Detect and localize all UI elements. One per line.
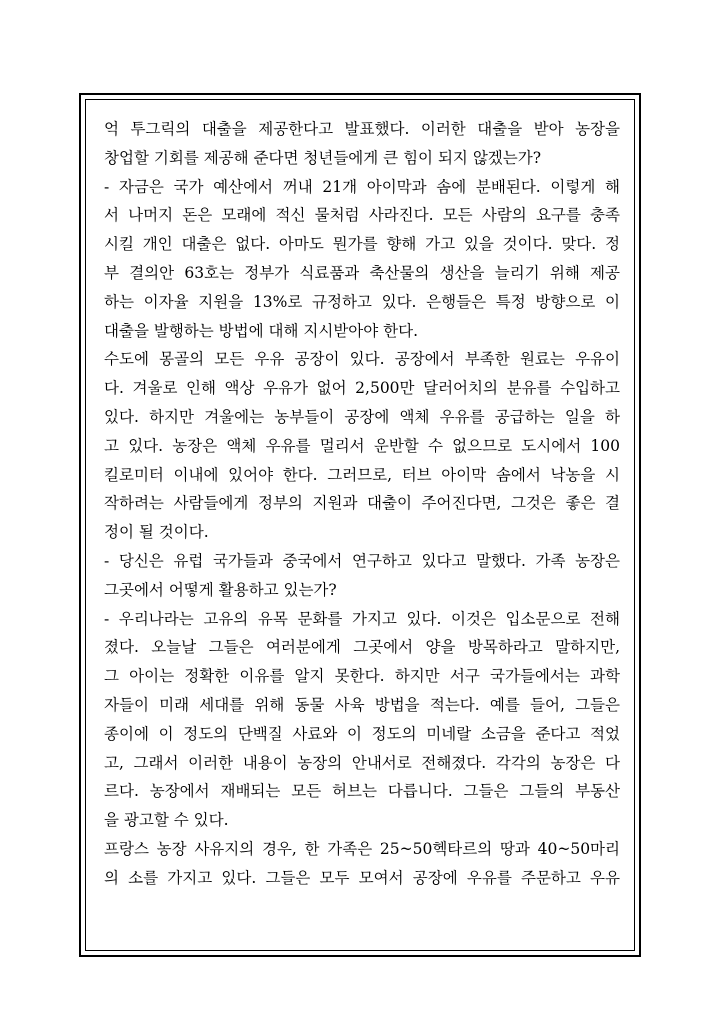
text-line: 대출을 발행하는 방법에 대해 지시받아야 한다. (104, 321, 419, 340)
text-line: 억 투그릭의 대출을 제공한다고 발표했다. 이러한 대출을 받아 농장을 (104, 120, 620, 138)
text-line: 그곳에서 어떻게 활용하고 있는가? (104, 580, 337, 599)
text-line: 있다. 하지만 겨울에는 농부들이 공장에 액체 우유를 공급하는 일을 하 (104, 407, 620, 426)
text-line: 킬로미터 이내에 있어야 한다. 그러므로, 터브 아이막 솜에서 낙농을 시 (104, 465, 620, 484)
text-line: 창업할 기회를 제공해 준다면 청년들에게 큰 힘이 되지 않겠는가? (104, 148, 542, 167)
text-line: 르다. 농장에서 재배되는 모든 허브는 다릅니다. 그들은 그들의 부동산 (104, 782, 620, 801)
text-line: 시킬 개인 대출은 없다. 아마도 뭔가를 향해 가고 있을 것이다. 맞다. 정 (104, 235, 620, 254)
text-line: 정이 될 것이다. (104, 523, 209, 542)
document-body (104, 115, 620, 893)
text-line: 작하려는 사람들에게 정부의 지원과 대출이 주어진다면, 그것은 좋은 결 (104, 494, 620, 513)
text-line: - 우리나라는 고유의 유목 문화를 가지고 있다. 이것은 입소문으로 전해 (104, 609, 620, 628)
text-line: 프랑스 농장 사유지의 경우, 한 가족은 25~50헥타르의 땅과 40~50마리 (104, 839, 620, 858)
text-line: 고 있다. 농장은 액체 우유를 멀리서 운반할 수 없으므로 도시에서 100 (104, 436, 620, 455)
text-line: 졌다. 오늘날 그들은 여러분에게 그곳에서 양을 방목하라고 말하지만, (104, 638, 620, 657)
text-line: - 당신은 유럽 국가들과 중국에서 연구하고 있다고 말했다. 가족 농장은 (104, 551, 620, 570)
text-line: 을 광고할 수 있다. (104, 811, 229, 830)
text-line: 그 아이는 정확한 이유를 알지 못한다. 하지만 서구 국가들에서는 과학 (104, 667, 620, 686)
text-line: - 자금은 국가 예산에서 꺼내 21개 아이막과 솜에 분배된다. 이렇게 해 (104, 177, 620, 196)
text-line: 종이에 이 정도의 단백질 사료와 이 정도의 미네랄 소금을 준다고 적었 (104, 724, 620, 743)
text-line: 수도에 몽골의 모든 우유 공장이 있다. 공장에서 부족한 원료는 우유이 (104, 350, 620, 369)
text-line: 자들이 미래 세대를 위해 동물 사육 방법을 적는다. 예를 들어, 그들은 (104, 695, 620, 714)
text-line: 서 나머지 돈은 모래에 적신 물처럼 사라진다. 모든 사람의 요구를 충족 (104, 206, 620, 225)
text-line: 다. 겨울로 인해 액상 우유가 없어 2,500만 달러어치의 분유를 수입하고 (104, 379, 620, 398)
text-line: 부 결의안 63호는 정부가 식료품과 축산물의 생산을 늘리기 위해 제공 (104, 263, 620, 282)
text-line: 고, 그래서 이러한 내용이 농장의 안내서로 전해졌다. 각각의 농장은 다 (104, 753, 620, 772)
text-line: 하는 이자율 지원을 13%로 규정하고 있다. 은행들은 특정 방향으로 이 (104, 292, 620, 311)
text-line: 의 소를 가지고 있다. 그들은 모두 모여서 공장에 우유를 주문하고 우유 (104, 868, 620, 887)
